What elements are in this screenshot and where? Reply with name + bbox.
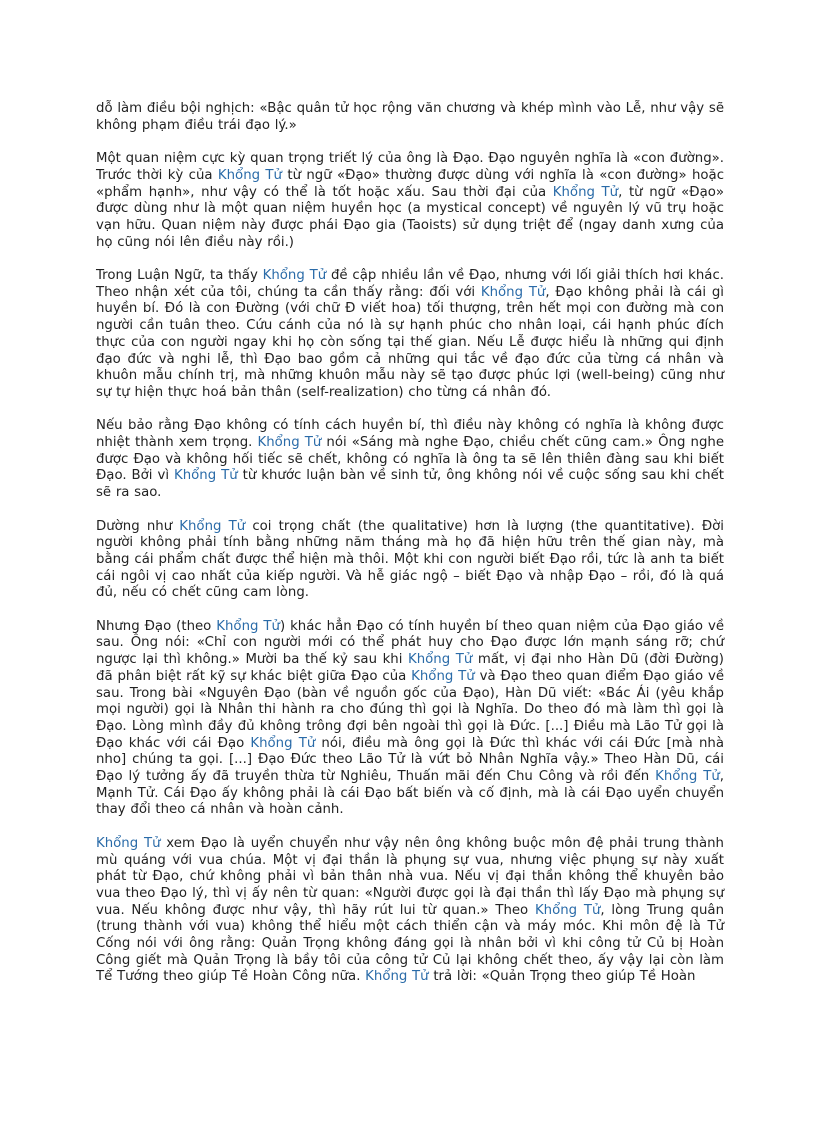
paragraph: Nếu bảo rằng Đạo không có tính cách huyền bí, thì điều này không có nghĩa là không được nhiệt thành xem trọng. Khổng Tử nói «Sáng mà nghe Đạo, chiều chết cũng cam.» Ông nghe được Đạo và không hối tiếc sẽ chết, không có nghĩa là ông ta sẽ lên thiên đàng sau khi biết Đạo. Bởi vì Khổng Tử từ khước luận bàn về sinh tử, ông không nói về cuộc sống sau khi chết sẽ ra sao. [96,418,725,501]
name-link[interactable]: Khổng Tử [411,668,475,684]
name-link[interactable]: Khổng Tử [257,435,322,451]
name-link[interactable]: Khổng Tử [655,769,720,785]
paragraph: Một quan niệm cực kỳ quan trọng triết lý của ông là Đạo. Đạo nguyên nghĩa là «con đường». Trước thời kỳ của Khổng Tử từ ngữ «Đạo» thường được dùng với nghĩa là «con đường» hoặc «phẩm hạnh», như vậy có thể là tốt hoặc xấu. Sau thời đại của Khổng Tử, từ ngữ «Đạo» được dùng như là một quan niệm huyền học (a mystical concept) về nguyên lý vũ trụ hoặc vạn hữu. Quan niệm này được phái Đạo gia (Taoists) sử dụng triệt để (ngay danh xưng của họ cũng nói lên điều này rồi.) [96,151,725,250]
name-link[interactable]: Khổng Tử [408,652,473,668]
name-link[interactable]: Khổng Tử [174,468,238,484]
name-link[interactable]: Khổng Tử [217,167,282,183]
paragraph: Khổng Tử xem Đạo là uyển chuyển như vậy nên ông không buộc môn đệ phải trung thành mù quáng với vua chúa. Một vị đại thần là phụng sự vua, nhưng việc phụng sự này xuất phát từ Đạo, chứ không phải vì bản thân nhà vua. Nếu vị đại thần không thể khuyên bảo vua theo Đạo lý, thì vị ấy nên từ quan: «Người được gọi là đại thần thì lấy Đạo mà phụng sự vua. Nếu không được như vậy, thì hãy rút lui từ quan.» Theo Khổng Tử, lòng Trung quân (trung thành với vua) không thể hiểu một cách thiển cận và máy móc. Khi môn đệ là Tử Cống nói với ông rằng: Quản Trọng không đáng gọi là nhân bởi vì khi công tử Củ bị Hoàn Công giết mà Quản Trọng là bầy tôi của công tử Củ lại không chết theo, ấy vậy lại còn làm Tể Tướng theo giúp Tề Hoàn Công nữa. Khổng Tử trả lời: «Quản Trọng theo giúp Tề Hoàn [96,835,724,985]
paragraph: Trong Luận Ngữ, ta thấy Khổng Tử đề cập nhiều lần về Đạo, nhưng với lối giải thích hơi khác. Theo nhận xét của tôi, chúng ta cần thấy rằng: đối với Khổng Tử, Đạo không phải là cái gì huyền bí. Đó là con Đường (với chữ Đ viết hoa) tối thượng, trên hết mọi con đường mà con người cần tuân theo. Cứu cánh của nó là sự hạnh phúc cho nhân loại, cái hạnh phúc đích thực của con người ngay khi họ còn sống tại thế gian. Nếu Lễ được hiểu là những qui định đạo đức và nghi lễ, thì Đạo bao gồm cả những qui tắc về đạo đức của từng cá nhân và khuôn mẫu chính trị, mà những khuôn mẫu này sẽ tạo được phúc lợi (well-being) cũng như sự tự hiện thực hoá bản thân (self-realization) cho từng cá nhân đó. [96,268,724,400]
paragraph: Nhưng Đạo (theo Khổng Tử) khác hẳn Đạo có tính huyền bí theo quan niệm của Đạo giáo về sau. Ông nói: «Chỉ con người mới có thể phát huy cho Đạo được lớn mạnh sáng rỡ; chứ ngược lại thì không.» Mười ba thế kỷ sau khi Khổng Tử mất, vị đại nho Hàn Dũ (đời Đường) đã phân biệt rất kỹ sự khác biệt giữa Đạo của Khổng Tử và Đạo theo quan điểm Đạo giáo về sau. Trong bài «Nguyên Đạo (bàn về nguồn gốc của Đạo), Hàn Dũ viết: «Bác Ái (yêu khắp mọi người) gọi là Nhân thi hành ra cho đúng thì gọi là Nghĩa. Do theo đó mà làm thì gọi là Đạo. Lòng mình đầy đủ không trông đợi bên ngoài thì gọi là Đức. [...] Điều mà Lão Tử gọi là Đạo khác với cái Đạo Khổng Tử nói, điều mà ông gọi là Đức thì khác với cái Đức [mà nhà nho] chúng ta gọi. [...] Đạo Đức theo Lão Tử là vứt bỏ Nhân Nghĩa vậy.» Theo Hàn Dũ, cái Đạo lý tưởng ấy đã truyền thừa từ Nghiêu, Thuấn mãi đến Chu Công và rồi đến Khổng Tử, Mạnh Tử. Cái Đạo ấy không phải là cái Đạo bất biến và cố định, mà là cái Đạo uyển chuyển thay đổi theo cá nhân và hoàn cảnh. [96,618,724,818]
name-link[interactable]: Khổng Tử [480,284,546,300]
name-link[interactable]: Khổng Tử [96,835,161,851]
name-link[interactable]: Khổng Tử [216,618,280,634]
name-link[interactable]: Khổng Tử [534,902,601,918]
name-link[interactable]: Khổng Tử [179,518,246,534]
name-link[interactable]: Khổng Tử [365,969,429,985]
name-link[interactable]: Khổng Tử [250,735,316,751]
paragraph: dỗ làm điều bội nghịch: «Bậc quân tử học rộng văn chương và khép mình vào Lễ, như vậy sẽ không phạm điều trái đạo lý.» [96,101,724,133]
name-link[interactable]: Khổng Tử [262,268,327,283]
name-link[interactable]: Khổng Tử [552,184,619,200]
paragraph: Dường như Khổng Tử coi trọng chất (the qualitative) hơn là lượng (the quantitative). Đời người không phải tính bằng những năm tháng mà họ đã hiện hữu trên thế gian này, mà bằng cái phẩm chất được thể hiện mà thôi. Một khi con người biết Đạo rồi, tức là anh ta biết cái ngôi vị cao nhất của kiếp người. Và hễ giác ngộ – biết Đạo và nhập Đạo – rồi, đó là quá đủ, nếu có chết cũng cam lòng. [96,518,724,601]
